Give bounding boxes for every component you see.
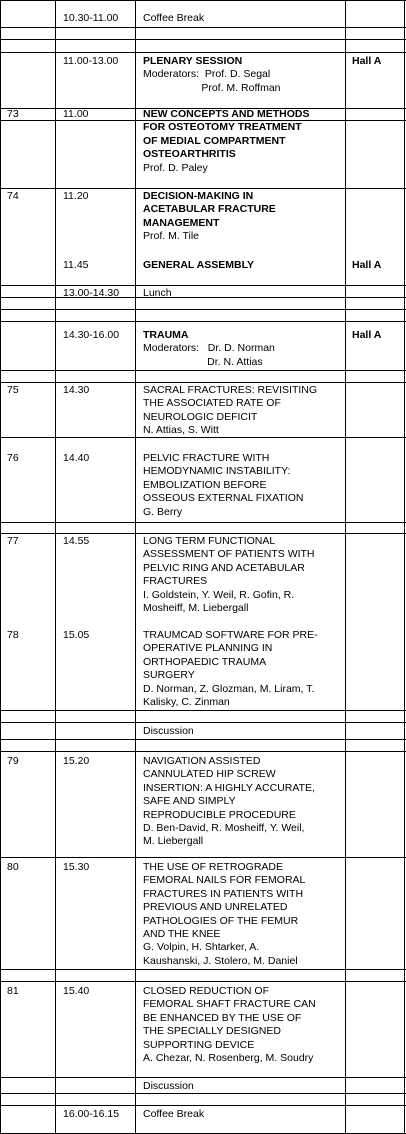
grid-row-line bbox=[0, 309, 406, 310]
session-text: Kalisky, C. Zinman bbox=[143, 696, 230, 708]
session-number: 74 bbox=[7, 190, 19, 202]
session-text: THE ASSOCIATED RATE OF bbox=[143, 397, 281, 410]
session-text: Mosheiff, M. Liebergall bbox=[143, 602, 249, 614]
session-text: OSSEOUS EXTERNAL FIXATION bbox=[143, 492, 304, 505]
grid-row-line bbox=[0, 1077, 406, 1078]
grid-row-line bbox=[0, 321, 406, 322]
session-text: FRACTURES IN PATIENTS WITH bbox=[143, 887, 304, 900]
session-text: AND THE KNEE bbox=[143, 928, 221, 940]
session-number: 81 bbox=[7, 985, 19, 997]
grid-row-line bbox=[0, 52, 406, 53]
session-text: Discussion bbox=[143, 725, 194, 737]
hall-label: Hall A bbox=[352, 55, 382, 67]
session-text: PREVIOUS AND UNRELATED bbox=[143, 901, 288, 914]
session-text: FEMORAL SHAFT FRACTURE CAN bbox=[143, 998, 316, 1011]
session-number: 76 bbox=[7, 452, 19, 464]
grid-row-line bbox=[0, 739, 406, 740]
session-text: Dr. N. Attias bbox=[143, 355, 263, 368]
grid-column-line bbox=[0, 0, 1, 1134]
session-text: Coffee Break bbox=[143, 12, 205, 24]
session-number: 78 bbox=[7, 629, 19, 641]
grid-row-line bbox=[0, 751, 406, 752]
grid-row-line bbox=[0, 39, 406, 40]
grid-row-line bbox=[0, 1093, 406, 1094]
session-text: LONG TERM FUNCTIONAL bbox=[143, 535, 276, 547]
grid-row-line bbox=[0, 1105, 406, 1106]
session-text: PELVIC FRACTURE WITH bbox=[143, 452, 270, 464]
hall-label: Hall A bbox=[352, 329, 382, 341]
session-title: DECISION-MAKING IN bbox=[143, 190, 254, 202]
grid-column-line bbox=[404, 0, 405, 1134]
grid-row-line bbox=[0, 533, 406, 534]
session-title: NEW CONCEPTS AND METHODS bbox=[143, 108, 310, 120]
session-time: 15.30 bbox=[63, 861, 90, 873]
session-time: 15.40 bbox=[63, 985, 90, 997]
session-text: Discussion bbox=[143, 1080, 194, 1092]
session-text: Prof. D. Paley bbox=[143, 161, 208, 174]
session-text: Prof. M. Roffman bbox=[143, 81, 281, 94]
grid-row-line bbox=[0, 297, 406, 298]
session-time: 11.20 bbox=[63, 190, 89, 202]
grid-row-line bbox=[0, 382, 406, 383]
session-number: 75 bbox=[7, 384, 19, 396]
session-text: NEUROLOGIC DEFICIT bbox=[143, 410, 258, 423]
session-text: REPRODUCIBLE PROCEDURE bbox=[143, 808, 296, 821]
grid-row-line bbox=[0, 0, 406, 1]
session-text: ASSESSMENT OF PATIENTS WITH bbox=[143, 548, 315, 561]
session-title: ACETABULAR FRACTURE bbox=[143, 203, 276, 216]
session-text: OPERATIVE PLANNING IN bbox=[143, 642, 273, 655]
session-time: 11.45 bbox=[63, 259, 89, 271]
session-title: OSTEOARTHRITIS bbox=[143, 148, 236, 161]
session-time: 14.40 bbox=[63, 452, 90, 464]
grid-row-line bbox=[0, 370, 406, 371]
grid-row-line bbox=[0, 522, 406, 523]
session-text: INSERTION: A HIGHLY ACCURATE, bbox=[143, 781, 315, 794]
session-text: A. Chezar, N. Rosenberg, M. Soudry bbox=[143, 1052, 314, 1064]
session-number: 80 bbox=[7, 861, 19, 873]
session-time: 14.30-16.00 bbox=[63, 329, 120, 341]
grid-row-line bbox=[0, 722, 406, 723]
session-text: D. Ben-David, R. Mosheiff, Y. Weil, bbox=[143, 822, 305, 834]
session-text: CANNULATED HIP SCREW bbox=[143, 768, 276, 781]
session-title: OF MEDIAL COMPARTMENT bbox=[143, 134, 286, 147]
session-title: MANAGEMENT bbox=[143, 216, 220, 229]
session-text: Moderators: Dr. D. Norman bbox=[143, 342, 275, 355]
session-text: Coffee Break bbox=[143, 1108, 205, 1120]
session-title: FOR OSTEOTOMY TREATMENT bbox=[143, 121, 302, 134]
grid-row-line bbox=[0, 188, 406, 189]
session-text: Kaushanski, J. Stolero, M. Daniel bbox=[143, 954, 298, 967]
grid-column-line bbox=[55, 0, 56, 1134]
session-time: 15.05 bbox=[63, 629, 90, 641]
session-text: I. Goldstein, Y. Weil, R. Gofin, R. bbox=[143, 588, 295, 601]
session-text: G. Volpin, H. Shtarker, A. bbox=[143, 941, 260, 954]
session-text: G. Berry bbox=[143, 505, 183, 518]
session-text: SACRAL FRACTURES: REVISITING bbox=[143, 384, 318, 396]
session-number: 73 bbox=[7, 108, 19, 120]
session-time: 16.00-16.15 bbox=[63, 1108, 120, 1120]
session-text: NAVIGATION ASSISTED bbox=[143, 755, 261, 767]
session-number: 77 bbox=[7, 535, 19, 547]
grid-column-line bbox=[135, 0, 136, 1134]
session-time: 11.00 bbox=[63, 108, 89, 120]
grid-row-line bbox=[0, 285, 406, 286]
session-text: D. Norman, Z. Glozman, M. Liram, T. bbox=[143, 682, 315, 695]
session-text: SURGERY bbox=[143, 669, 195, 682]
session-text: ORTHOPAEDIC TRAUMA bbox=[143, 655, 267, 668]
session-time: 13.00-14.30 bbox=[63, 287, 120, 299]
session-title: TRAUMA bbox=[143, 329, 189, 341]
session-text: THE USE OF RETROGRADE bbox=[143, 861, 284, 873]
session-text: FRACTURES bbox=[143, 575, 208, 588]
grid-row-line bbox=[0, 27, 406, 28]
grid-row-line bbox=[0, 969, 406, 970]
session-time: 10.30-11.00 bbox=[63, 12, 119, 24]
session-text: HEMODYNAMIC INSTABILITY: bbox=[143, 465, 291, 478]
session-time: 14.30 bbox=[63, 384, 90, 396]
session-text: N. Attias, S. Witt bbox=[143, 424, 219, 437]
session-text: BE ENHANCED BY THE USE OF bbox=[143, 1011, 302, 1024]
session-text: SAFE AND SIMPLY bbox=[143, 795, 236, 808]
session-text: EMBOLIZATION BEFORE bbox=[143, 478, 267, 491]
session-text: PELVIC RING AND ACETABULAR bbox=[143, 561, 305, 574]
session-text: SUPPORTING DEVICE bbox=[143, 1038, 255, 1051]
session-text: FEMORAL NAILS FOR FEMORAL bbox=[143, 874, 306, 887]
session-title: GENERAL ASSEMBLY bbox=[143, 259, 255, 271]
hall-label: Hall A bbox=[352, 259, 382, 271]
session-text: TRAUMCAD SOFTWARE FOR PRE- bbox=[143, 629, 318, 641]
session-text: CLOSED REDUCTION OF bbox=[143, 985, 270, 997]
session-time: 14.55 bbox=[63, 535, 90, 547]
session-text: Lunch bbox=[143, 287, 172, 299]
session-text: Prof. M. Tile bbox=[143, 230, 200, 243]
session-number: 79 bbox=[7, 755, 19, 767]
session-title: PLENARY SESSION bbox=[143, 55, 243, 67]
session-text: THE SPECIALLY DESIGNED bbox=[143, 1025, 281, 1038]
session-time: 11.00-13.00 bbox=[63, 55, 119, 67]
session-text: Moderators: Prof. D. Segal bbox=[143, 68, 271, 81]
grid-row-line bbox=[0, 981, 406, 982]
session-text: M. Liebergall bbox=[143, 835, 204, 848]
session-time: 15.20 bbox=[63, 755, 90, 767]
session-text: PATHOLOGIES OF THE FEMUR bbox=[143, 914, 299, 927]
grid-row-line bbox=[0, 710, 406, 711]
grid-column-line bbox=[345, 0, 346, 1134]
grid-row-line bbox=[0, 857, 406, 858]
